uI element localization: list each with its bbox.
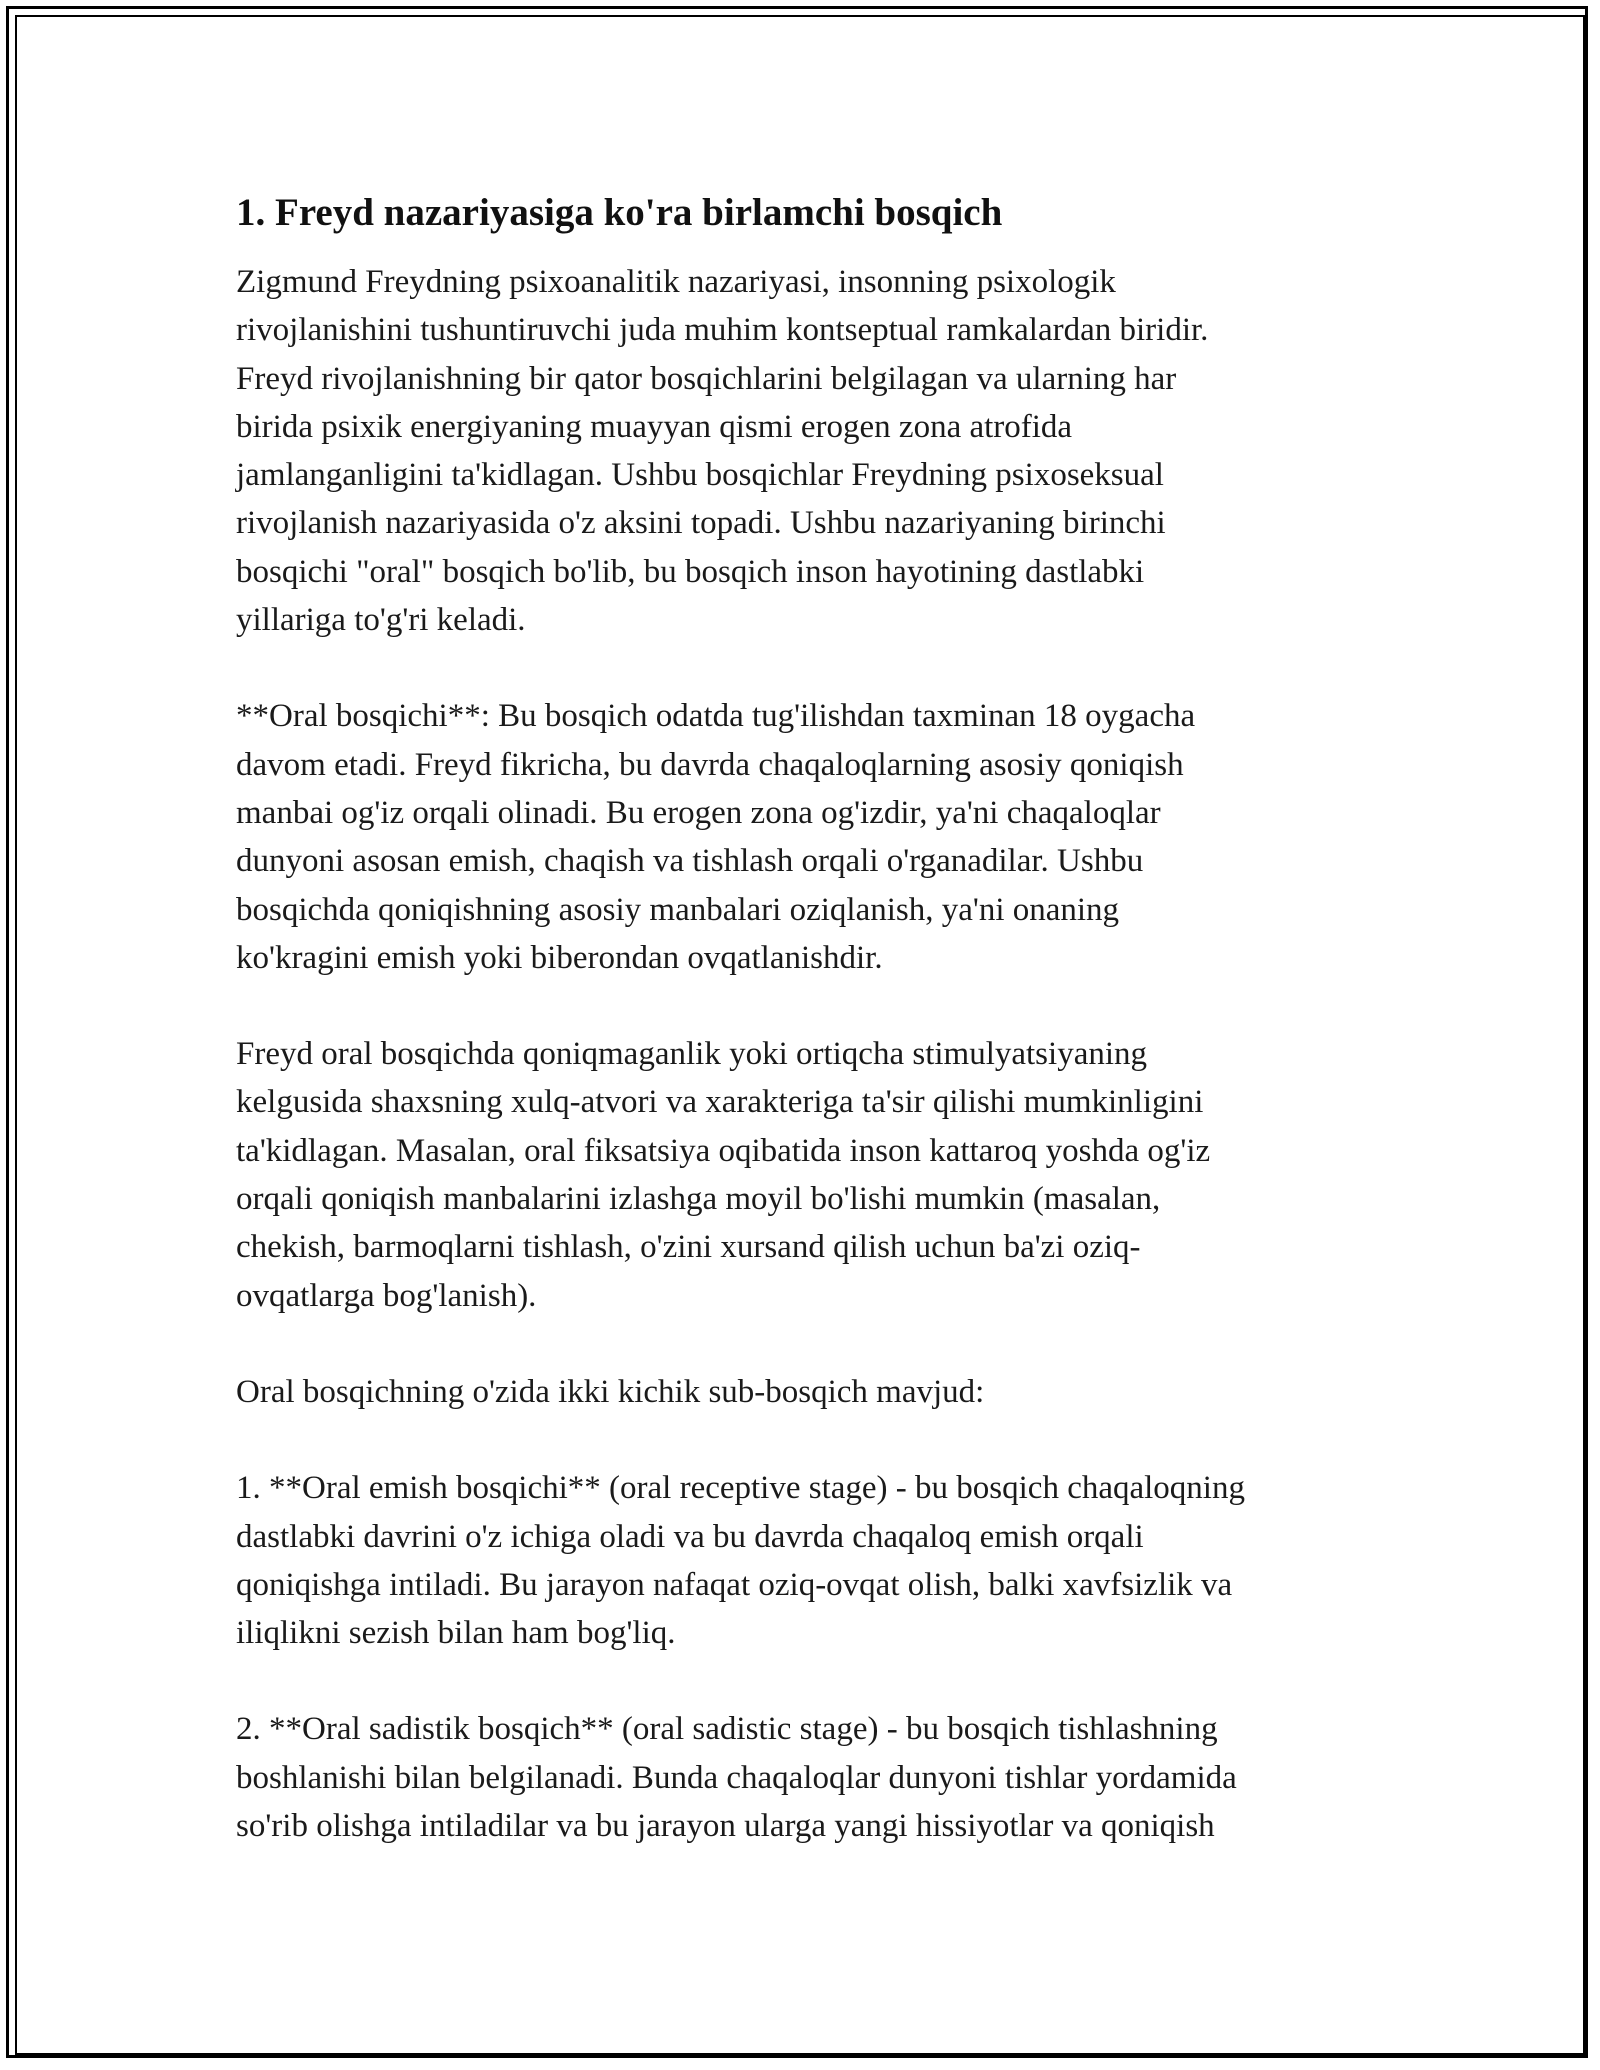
document-body (236, 185, 1376, 1898)
list-item-oral-receptive: 1. **Oral emish bosqichi** (oral receptive stage) - bu bosqich chaqaloqning dastlabki davrini o'z ichiga oladi va bu davrda chaqaloq emish orqali qoniqishga intiladi. Bu jarayon nafaqat oziq-ovqat olish, balki xavfsizlik va iliqlikni sezish bilan ham bog'liq. (236, 1470, 1245, 1652)
list-item-oral-sadistic: 2. **Oral sadistik bosqich** (oral sadistic stage) - bu bosqich tishlashning boshlanishi bilan belgilanadi. Bunda chaqaloqlar dunyoni tishlar yordamida so'rib olishga intiladilar va bu jarayon ularga yangi hissiyotlar va qoniqish (236, 1711, 1237, 1845)
paragraph-oral-stage: **Oral bosqichi**: Bu bosqich odatda tug'ilishdan taxminan 18 oygacha davom etadi. Freyd fikricha, bu davrda chaqaloqlarning asosiy qoniqish manbai og'iz orqali olinadi. Bu erogen zona og'izdir, ya'ni chaqaloqlar dunyoni asosan emish, chaqish va tishlash orqali o'rganadilar. Ushbu bosqichda qoniqishning asosiy manbalari oziqlanish, ya'ni onaning ko'kragini emish yoki biberondan ovqatlanishdir. (236, 698, 1196, 976)
paragraph-fixation: Freyd oral bosqichda qoniqmaganlik yoki ortiqcha stimulyatsiyaning kelgusida shaxsning xulq-atvori va xarakteriga ta'sir qilishi mumkinligini ta'kidlagan. Masalan, oral fiksatsiya oqibatida inson kattaroq yoshda og'iz orqali qoniqish manbalarini izlashga moyil bo'lishi mumkin (masalan, chekish, barmoqlarni tishlash, o'zini xursand qilish uchun ba'zi oziq- ovqatlarga bog'lanish). (236, 1036, 1211, 1314)
page-title: 1. Freyd nazariyasiga ko'ra birlamchi bosqich (236, 191, 1003, 234)
paragraph-substages-intro: Oral bosqichning o'zida ikki kichik sub-bosqich mavjud: (236, 1373, 985, 1410)
paragraph-intro: Zigmund Freydning psixoanalitik nazariyasi, insonning psixologik rivojlanishini tushuntiruvchi juda muhim kontseptual ramkalardan biridir. Freyd rivojlanishning bir qator bosqichlarini belgilagan va ularning har birida psixik energiyaning muayyan qismi erogen zona atrofida jamlanganligini ta'kidlagan. Ushbu bosqichlar Freydning psixoseksual rivojlanish nazariyasida o'z aksini topadi. Ushbu nazariyaning birinchi bosqichi "oral" bosqich bo'lib, bu bosqich inson hayotining dastlabki yillariga to'g'ri keladi. (236, 264, 1209, 639)
